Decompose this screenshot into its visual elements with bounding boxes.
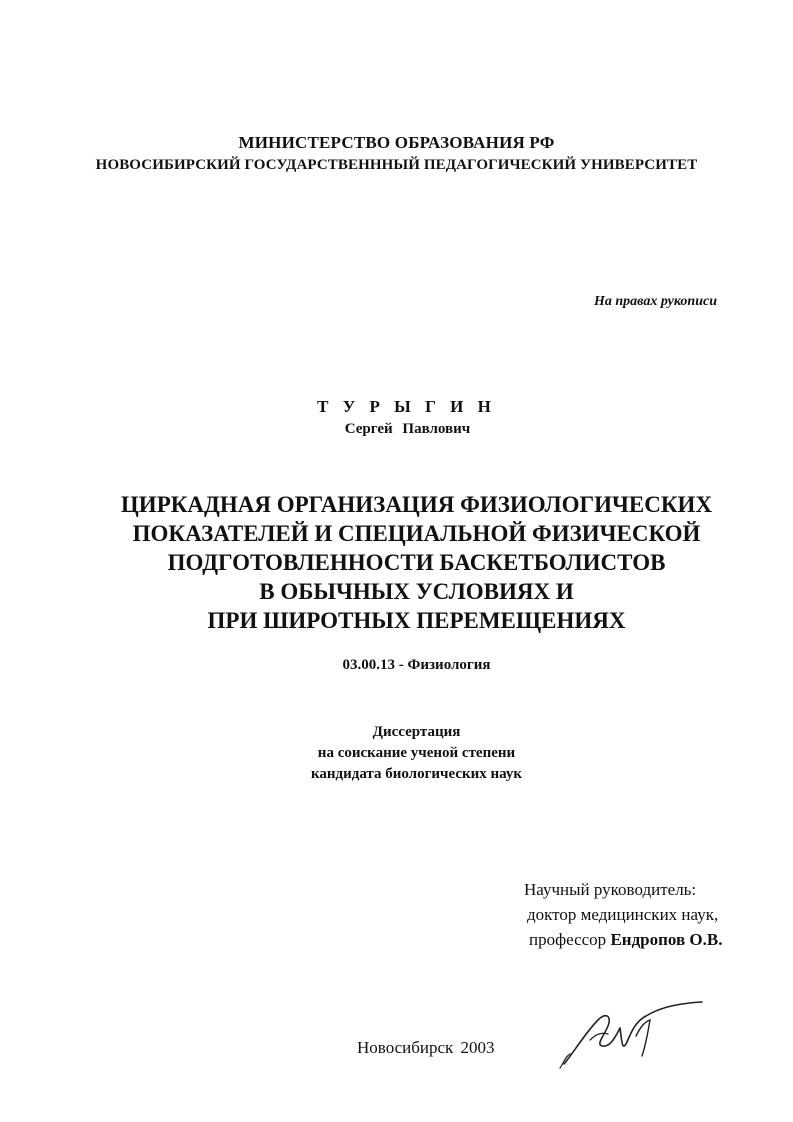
manuscript-rights-note: На правах рукописи	[594, 294, 717, 309]
dissertation-line: кандидата биологических наук	[310, 766, 523, 782]
handwritten-signature	[556, 992, 716, 1072]
title-line: ЦИРКАДНАЯ ОРГАНИЗАЦИЯ ФИЗИОЛОГИЧЕСКИХ	[120, 492, 713, 517]
dissertation-title	[0, 490, 793, 635]
supervisor-rank: профессор	[529, 930, 607, 949]
title-line: В ОБЫЧНЫХ УСЛОВИЯХ И	[259, 579, 574, 604]
title-line: ПОКАЗАТЕЛЕЙ И СПЕЦИАЛЬНОЙ ФИЗИЧЕСКОЙ	[132, 521, 701, 546]
university-heading: НОВОСИБИРСКИЙ ГОСУДАРСТВЕНННЫЙ ПЕДАГОГИЧЕСКИЙ УНИВЕРСИТЕТ	[95, 157, 698, 173]
supervisor-label: Научный руководитель:	[524, 880, 697, 899]
specialty-code: 03.00.13 - Физиология	[342, 657, 491, 673]
title-line: ПРИ ШИРОТНЫХ ПЕРЕМЕЩЕНИЯХ	[207, 608, 626, 633]
dissertation-line: Диссертация	[372, 724, 461, 740]
author-surname: Т У Р Ы Г И Н	[317, 397, 496, 416]
supervisor-rank-line	[524, 927, 723, 952]
supervisor-name: Ендропов О.В.	[610, 930, 723, 949]
author-given-name: Сергей Павлович	[344, 421, 471, 437]
dissertation-line: на соискание ученой степени	[317, 745, 516, 761]
ministry-heading: МИНИСТЕРСТВО ОБРАЗОВАНИЯ РФ	[238, 133, 555, 152]
dissertation-description	[0, 722, 793, 785]
city-year: Новосибирск 2003	[357, 1038, 495, 1057]
supervisor-block	[524, 877, 723, 952]
supervisor-degree: доктор медицинских наук,	[527, 905, 719, 924]
title-line: ПОДГОТОВЛЕННОСТИ БАСКЕТБОЛИСТОВ	[167, 550, 666, 575]
